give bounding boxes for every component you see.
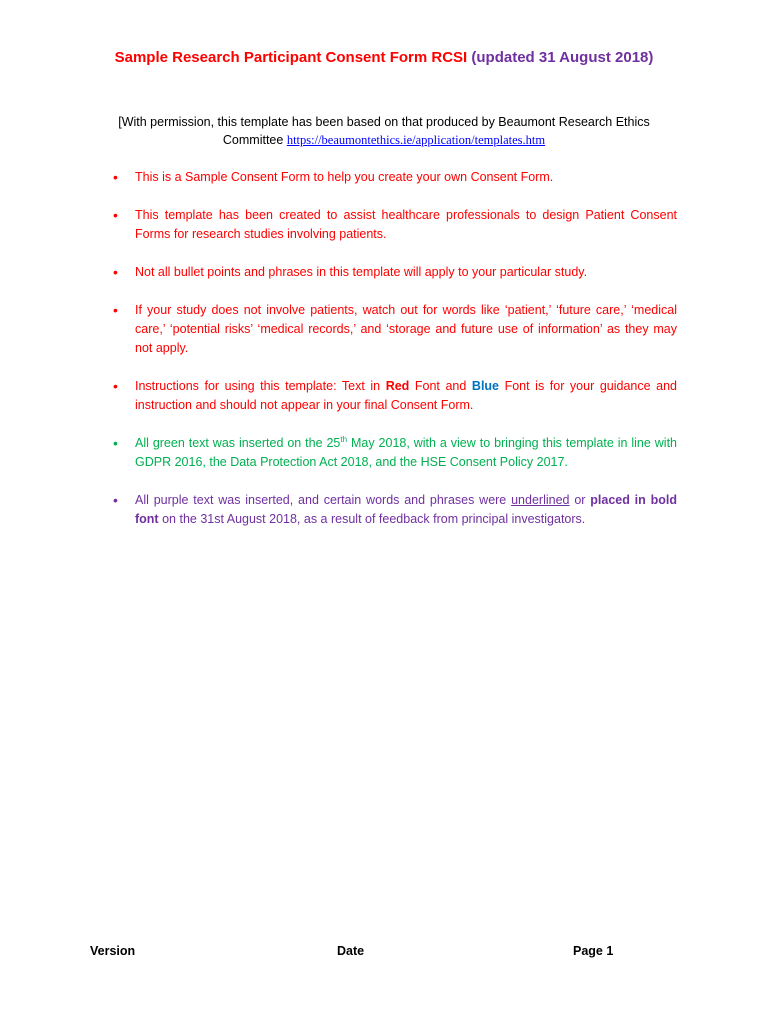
bullet-text-part: on the 31st August 2018, as a result of feedback from principal investigators. xyxy=(162,512,586,526)
title-main: Sample Research Participant Consent Form RCSI xyxy=(114,49,468,66)
bullet-text-part: Instructions for using this template: Text in xyxy=(135,379,381,393)
bullet-text-part: All purple text was inserted, and certain words and phrases were xyxy=(135,493,507,507)
bullet-text: Not all bullet points and phrases in this template will apply to your particular study. xyxy=(135,265,588,279)
bullet-icon: • xyxy=(113,492,118,508)
list-item xyxy=(113,434,677,472)
underlined-phrase: underlined xyxy=(511,493,570,507)
bullet-icon: • xyxy=(113,169,118,185)
footer-version: Version xyxy=(90,944,136,958)
intro-paragraph xyxy=(100,113,668,149)
bullet-icon: • xyxy=(113,264,118,280)
footer-date: Date xyxy=(337,944,365,958)
page-title xyxy=(0,49,768,66)
blue-word: Blue xyxy=(471,379,500,393)
bullet-icon: • xyxy=(113,207,118,223)
list-item xyxy=(113,377,677,415)
list-item xyxy=(113,168,677,187)
bullet-icon: • xyxy=(113,302,118,318)
bullet-text: This template has been created to assist healthcare professionals to design Patient Consent Forms for research studies involving patients. xyxy=(135,208,677,241)
bullet-text-part: or xyxy=(574,493,586,507)
list-item xyxy=(113,301,677,358)
bullet-text-part: All green text was inserted on the 25 xyxy=(135,436,341,450)
list-item xyxy=(113,206,677,244)
page-footer xyxy=(0,944,768,964)
bullet-icon: • xyxy=(113,378,118,394)
intro-text: [With permission, this template has been based on that produced by Beaumont Research Ethics Committee xyxy=(118,115,650,147)
list-item xyxy=(113,263,677,282)
bullet-text: If your study does not involve patients, watch out for words like ‘patient,’ ‘future care,’ ‘medical care,’ ‘potential risks’ ‘medical records,’ and ‘storage and future use of information’ as they may not apply. xyxy=(135,303,677,355)
instruction-list xyxy=(113,168,677,548)
bullet-text: This is a Sample Consent Form to help you create your own Consent Form. xyxy=(135,170,554,184)
bullet-icon: • xyxy=(113,435,118,451)
bullet-text-part: Font and xyxy=(414,379,467,393)
list-item xyxy=(113,491,677,529)
red-word: Red xyxy=(385,379,410,393)
bullet-text-part: May 2018, with a view to bringing this template in line with GDPR 2016, the Data Protection Act 2018, and the HSE Consent Policy 2017. xyxy=(135,436,677,469)
title-updated: (updated 31 August 2018) xyxy=(471,49,654,66)
ordinal-suffix: th xyxy=(340,434,348,444)
templates-link[interactable]: https://beaumontethics.ie/application/templates.htm xyxy=(286,133,546,147)
bullet-text-part: Font is for your guidance and instruction and should not appear in your final Consent Form. xyxy=(135,379,677,412)
bold-phrase: placed in bold font xyxy=(135,493,677,526)
footer-page-number: Page 1 xyxy=(573,944,614,958)
